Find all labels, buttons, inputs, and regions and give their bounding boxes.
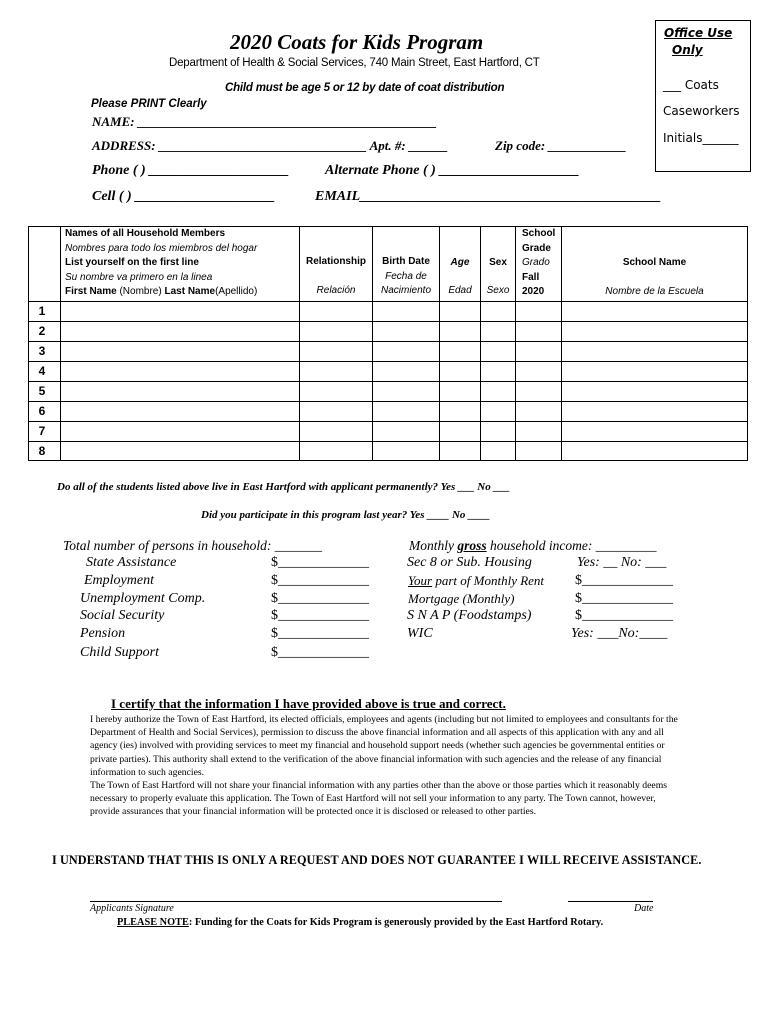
certify-heading: I certify that the information I have provided above is true and correct. — [111, 696, 506, 711]
income-value-field[interactable]: $_____________ — [271, 626, 369, 641]
income-value-field[interactable]: $_____________ — [271, 645, 369, 660]
mortgage-field[interactable]: $_____________ — [575, 591, 673, 606]
sec8-label: Sec 8 or Sub. Housing — [407, 555, 532, 570]
department-line: Department of Health & Social Services, 740 Main Street, East Hartford, CT — [169, 57, 540, 69]
signature-label: Applicants Signature — [90, 903, 174, 914]
household-size-field[interactable]: Total number of persons in household: _______ — [63, 538, 323, 553]
page-title: 2020 Coats for Kids Program — [230, 30, 484, 54]
snap-label: S N A P (Foodstamps) — [407, 608, 532, 623]
table-row-number: 5 — [38, 384, 46, 398]
name-field[interactable]: NAME: ______________________________________________ — [92, 114, 437, 129]
mortgage-label: Mortgage (Monthly) — [408, 591, 515, 606]
income-value-field[interactable]: $_____________ — [271, 555, 369, 570]
col-birthdate-header: Birth Date — [382, 256, 430, 267]
col-age-header: Age — [450, 257, 470, 268]
col-relationship-es: Relación — [316, 285, 356, 296]
date-label: Date — [634, 903, 654, 914]
income-label: Social Security — [80, 608, 165, 623]
income-label: State Assistance — [86, 555, 177, 570]
office-coats-field[interactable]: ___ Coats — [663, 78, 719, 92]
col-school-header: School Name — [622, 257, 687, 268]
table-row-number: 2 — [38, 324, 46, 338]
income-label: Employment — [84, 573, 154, 588]
wic-label: WIC — [407, 626, 433, 641]
table-row-number: 7 — [38, 424, 46, 438]
signature-line[interactable] — [90, 901, 502, 902]
print-note: Please PRINT Clearly — [91, 98, 207, 110]
participation-question[interactable]: Did you participate in this program last year? Yes ____ No ____ — [201, 509, 491, 521]
monthly-income-field[interactable]: Monthly gross household income: _________ — [409, 538, 657, 553]
wic-field[interactable]: Yes: ___No:____ — [571, 626, 668, 641]
privacy-paragraph: The Town of East Hartford will not share your financial information with any parties other than the above or those parties which it reasonably deems necessary to properly evaluate this application. The Town of East Hartford will not sell your information to any party. The Town cannot, however, provide assurances that your financial information will be protected once it is disclosed or released to other parties. — [90, 780, 667, 818]
cell-field[interactable]: Cell ( ) ____________________ — [92, 189, 276, 204]
funding-note: PLEASE NOTE: Funding for the Coats for Kids Program is generously provided by the East Hartford Rotary. — [117, 917, 604, 928]
income-label: Child Support — [80, 645, 159, 660]
income-label: Unemployment Comp. — [80, 591, 206, 606]
table-row-number: 3 — [38, 344, 46, 358]
phone-field[interactable]: Phone ( ) ____________________ — [92, 163, 290, 178]
date-line[interactable] — [568, 901, 653, 902]
table-row-number: 8 — [38, 444, 46, 458]
office-use-only: Only — [672, 43, 703, 57]
office-use-box — [655, 20, 751, 172]
income-value-field[interactable]: $_____________ — [271, 573, 369, 588]
age-note: Child must be age 5 or 12 by date of coat distribution — [225, 82, 505, 94]
office-initials-field[interactable]: Initials______ — [663, 131, 739, 145]
table-row-number: 1 — [38, 304, 46, 318]
zip-field[interactable]: Zip code: ____________ — [495, 138, 627, 153]
table-row-number: 4 — [38, 364, 46, 378]
income-label: Pension — [80, 626, 126, 641]
col-relationship-header: Relationship — [305, 256, 366, 267]
income-value-field[interactable]: $_____________ — [271, 591, 369, 606]
snap-field[interactable]: $_____________ — [575, 608, 673, 623]
col-birthdate-es2: Nacimiento — [380, 285, 432, 296]
col-names-header: Names of all Household Members Nombres para todo los miembros del hogar List yourself on the first line Su nombre va primero en la linea First Name (Nombre) Last Name(Apellido) — [65, 228, 258, 297]
disclaimer-line: I UNDERSTAND THAT THIS IS ONLY A REQUEST AND DOES NOT GUARANTEE I WILL RECEIVE ASSISTANCE. — [52, 853, 702, 867]
residency-question[interactable]: Do all of the students listed above live in East Hartford with applicant permanently? Yes ___ No ___ — [57, 481, 510, 493]
col-age-es: Edad — [448, 285, 472, 296]
col-grade-header: School Grade Grado Fall 2020 — [522, 228, 556, 297]
office-use-title: Office Use — [664, 26, 733, 40]
col-birthdate-es1: Fecha de — [385, 271, 427, 282]
address-field[interactable]: ADDRESS: ________________________________ Apt. #: ______ — [92, 138, 448, 153]
household-table — [28, 226, 748, 461]
col-school-es: Nombre de la Escuela — [605, 286, 704, 297]
authorization-text — [90, 713, 680, 819]
rent-label: Your part of Monthly Rent — [408, 573, 545, 588]
rent-field[interactable]: $_____________ — [575, 573, 673, 588]
email-field[interactable]: EMAIL___________________________________________ — [315, 189, 662, 204]
table-row-number: 6 — [38, 404, 46, 418]
income-value-field[interactable]: $_____________ — [271, 608, 369, 623]
office-caseworkers-label: Caseworkers — [663, 104, 740, 118]
sec8-field[interactable]: Yes: __ No: ___ — [577, 555, 667, 570]
col-sex-header: Sex — [489, 257, 507, 268]
alternate-phone-field[interactable]: Alternate Phone ( ) ____________________ — [325, 163, 580, 178]
authorization-paragraph: I hereby authorize the Town of East Hartford, its elected officials, employees and agents (including but not limited to employees and consultants for the Department of Health and Social Services), permission to discuss the above financial information and all aspects of this application with any and all agency (ies) involved with providing services to meet my financial and household support needs (whether such agencies be governmental entities or private parties). This authority shall extend to the verification of the above financial information with such agencies and the release of any financial information to such agencies. — [90, 714, 678, 778]
col-sex-es: Sexo — [486, 285, 510, 296]
